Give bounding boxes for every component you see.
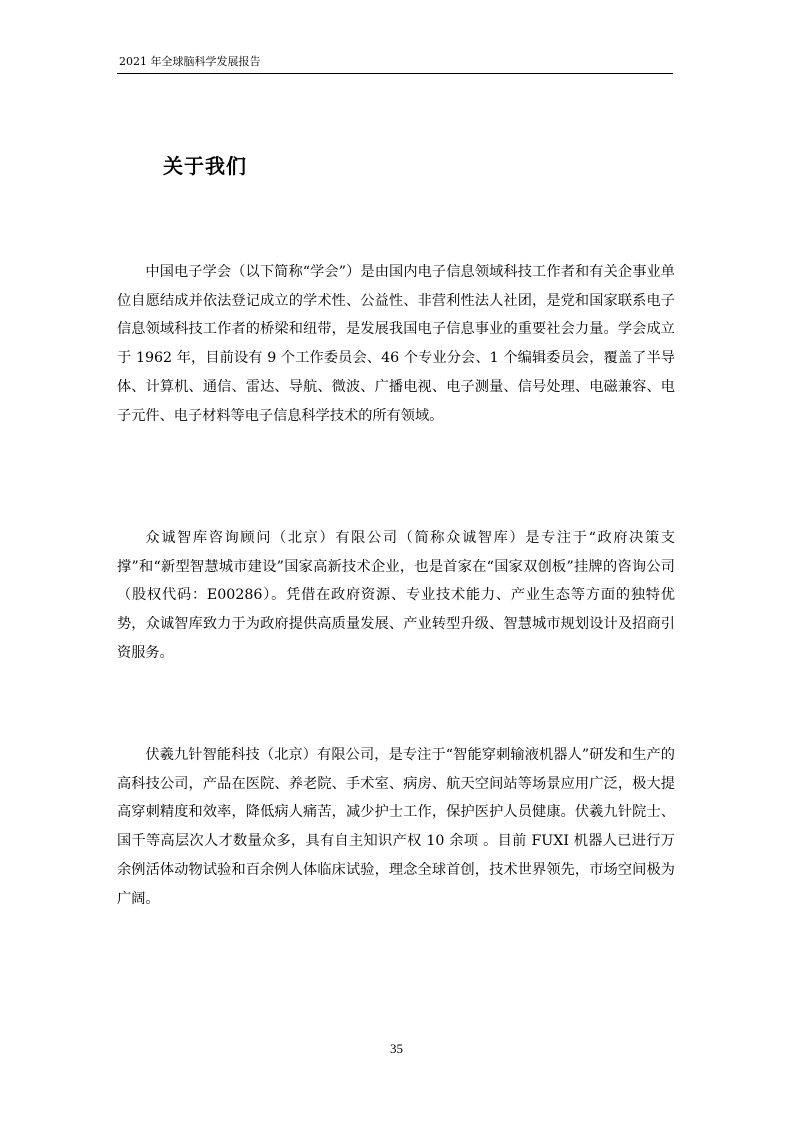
header-divider [117, 73, 673, 74]
page-number: 35 [390, 1041, 403, 1056]
paragraph-zhongcheng: 众诚智库咨询顾问（北京）有限公司（简称众诚智库）是专注于“政府决策支撑”和“新型智慧城市建设”国家高新技术企业，也是首家在“国家双创板”挂牌的咨询公司（股权代码：E00286）。凭借在政府资源、专业技术能力、产业生态等方面的独特优势，众诚智库致力于为政府提供高质量发展、产业转型升级、智慧城市规划设计及招商引资服务。 [117, 530, 675, 661]
paragraph-fuxi: 伏羲九针智能科技（北京）有限公司，是专注于“智能穿刺输液机器人”研发和生产的高科技公司，产品在医院、养老院、手术室、病房、航天空间站等场景应用广泛，极大提高穿刺精度和效率，降低病人痛苦，减少护士工作，保护医护人员健康。伏羲九针院士、国千等高层次人才数量众多，具有自主知识产权 10 余项 。目前 FUXI 机器人已进行万余例活体动物试验和百余例人体临床试验，理念全球首创，技术世界领先，市场空间极为广阔。 [117, 747, 675, 907]
section-title: 关于我们 [163, 154, 247, 178]
running-header: 2021 年全球脑科学发展报告 [119, 55, 261, 68]
paragraph-cie: 中国电子学会（以下简称“学会”）是由国内电子信息领域科技工作者和有关企事业单位自愿结成并依法登记成立的学术性、公益性、非营利性法人社团，是党和国家联系电子信息领域科技工作者的桥梁和纽带，是发展我国电子信息事业的重要社会力量。学会成立于 1962 年，目前设有 9 个工作委员会、46 个专业分会、1 个编辑委员会，覆盖了半导体、计算机、通信、雷达、导航、微波、广播电视、电子测量、信号处理、电磁兼容、电子元件、电子材料等电子信息科学技术的所有领域。 [117, 264, 675, 424]
